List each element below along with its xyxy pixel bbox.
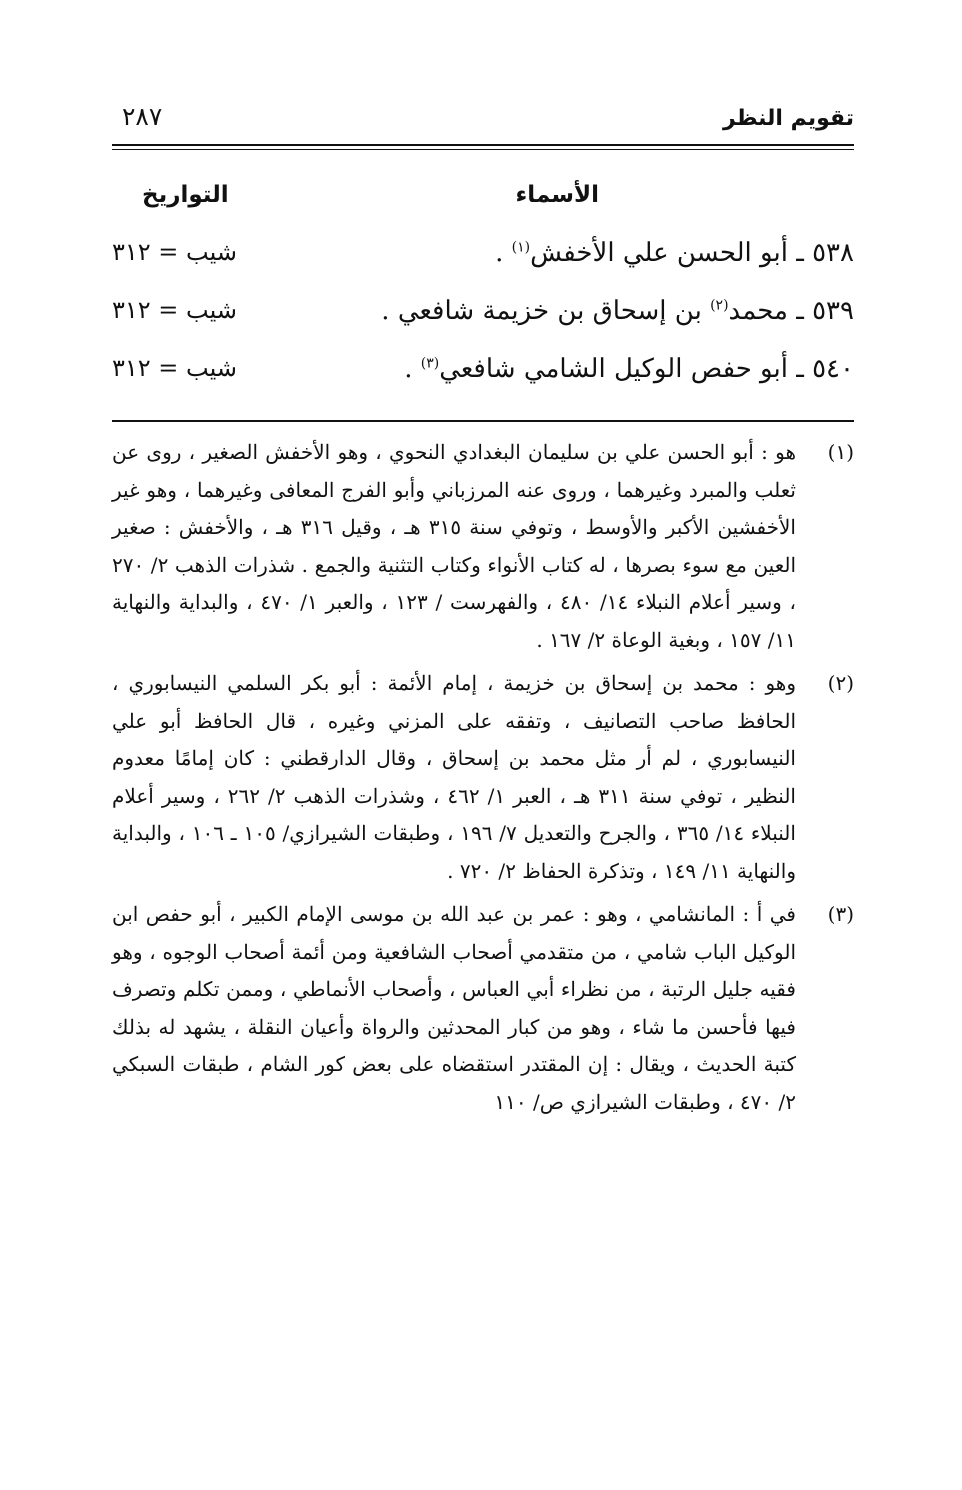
book-title: تقويم النظر (723, 106, 854, 131)
footnote-reference: (٢) (710, 297, 729, 314)
entry-name-end: . (404, 354, 421, 384)
entry-date: شيب = ٣١٢ (112, 238, 237, 266)
running-header (112, 100, 854, 140)
footnote-reference: (٣) (420, 355, 440, 372)
entry-date: شيب = ٣١٢ (112, 296, 237, 324)
table-header-row (112, 170, 854, 230)
entry-name-end: بن إسحاق بن خزيمة شافعي . (381, 296, 711, 326)
footnote-3 (112, 896, 854, 1121)
column-header-dates: التواريخ (142, 182, 229, 208)
footnotes-section (112, 434, 854, 1127)
footnote-text: في أ : المانشامي ، وهو : عمر بن عبد الله بن موسى الإمام الكبير ، أبو حفص ابن الوكيل الباب شامي ، من متقدمي أصحاب الشافعية ومن أئمة أصحاب الوجوه ، وهو فقيه جليل الرتبة ، من نظراء أبي العباس ، وأصحاب الأنماطي ، وممن تكلم وتصرف فيها فأحسن ما شاء ، وهو من كبار المحدثين والرواة وأعيان النقلة ، يشهد له بذلك كتبة الحديث ، ويقال : إن المقتدر استقضاه على بعض كور الشام ، طبقات السبكي ٢/ ٤٧٠ ، وطبقات الشيرازي ص/ ١١٠ (112, 902, 796, 1114)
entry-name-text: ٥٣٩ ـ محمد (728, 296, 854, 326)
footnote-text: وهو : محمد بن إسحاق بن خزيمة ، إمام الأئمة : أبو بكر السلمي النيسابوري ، الحافظ صاحب التصانيف ، وتفقه على المزني وغيره ، قال الحافظ أبو علي النيسابوري ، لم أر مثل محمد بن إسحاق ، وقال الدارقطني : كان إمامًا معدوم النظير ، توفي سنة ٣١١ هـ ، العبر ١/ ٤٦٢ ، وشذرات الذهب ٢/ ٢٦٢ ، وسير أعلام النبلاء ١٤/ ٣٦٥ ، والجرح والتعديل ٧/ ١٩٦ ، وطبقات الشيرازي/ ١٠٥ ـ ١٠٦ ، والبداية والنهاية ١١/ ١٤٩ ، وتذكرة الحفاظ ٢/ ٧٢٠ . (112, 671, 796, 883)
entry-name (404, 354, 854, 384)
footnote-number: (٢) (827, 671, 854, 695)
footnote-reference: (١) (511, 239, 531, 256)
names-dates-table (112, 170, 854, 404)
column-header-names: الأسماء (515, 182, 599, 208)
entry-name (495, 238, 854, 268)
table-row (112, 230, 854, 288)
footnote-number: (١) (827, 440, 854, 464)
header-rule (112, 144, 854, 150)
footnote-rule (112, 420, 854, 422)
footnote-text: هو : أبو الحسن علي بن سليمان البغدادي النحوي ، وهو الأخفش الصغير ، روى عن ثعلب والمبرد وغيرهما ، وروى عنه المرزباني وأبو الفرج المعافى وغيرهما ، وهو غير الأخفشين الأكبر والأوسط ، وتوفي سنة ٣١٥ هـ ، وقيل ٣١٦ هـ ، والأخفش : صغير العين مع سوء بصرها ، له كتاب الأنواء وكتاب التثنية والجمع . شذرات الذهب ٢/ ٢٧٠ ، وسير أعلام النبلاء ١٤/ ٤٨٠ ، والفهرست / ١٢٣ ، والعبر ١/ ٤٧٠ ، والبداية والنهاية ١١/ ١٥٧ ، وبغية الوعاة ٢/ ١٦٧ . (112, 440, 796, 652)
entry-name-text: ٥٤٠ ـ أبو حفص الوكيل الشامي شافعي (439, 354, 854, 384)
footnote-1 (112, 434, 854, 659)
entry-name-end: . (495, 238, 512, 268)
entry-date: شيب = ٣١٢ (112, 354, 237, 382)
footnote-number: (٣) (827, 902, 854, 926)
table-row (112, 288, 854, 346)
footnote-2 (112, 665, 854, 890)
table-row (112, 346, 854, 404)
entry-name (381, 296, 854, 326)
page-number: ٢٨٧ (122, 102, 163, 131)
entry-name-text: ٥٣٨ ـ أبو الحسن علي الأخفش (530, 238, 854, 268)
